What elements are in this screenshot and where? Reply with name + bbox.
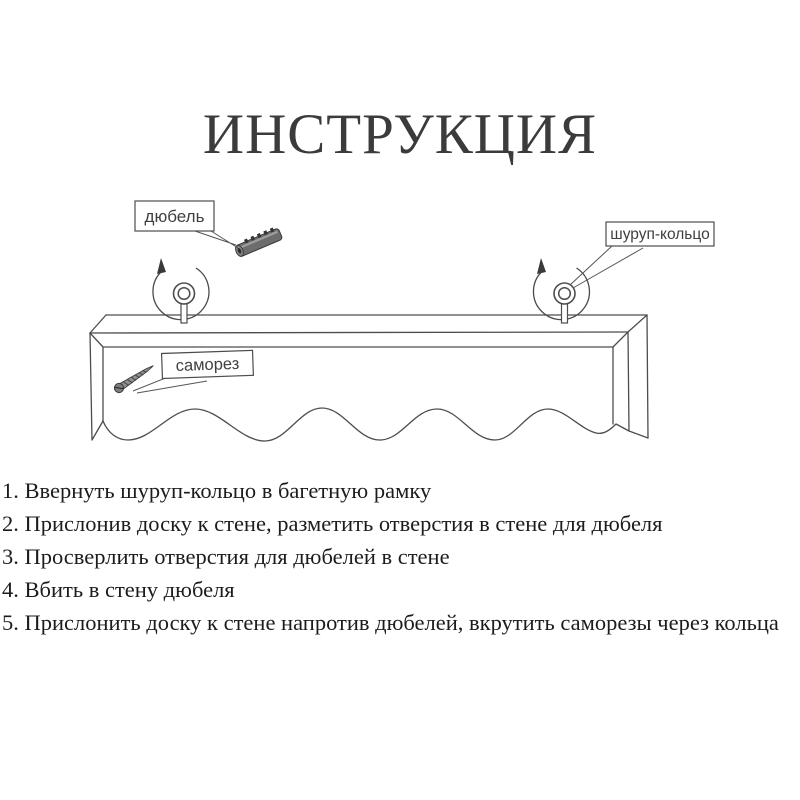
- instruction-step-4: 4. Вбить в стену дюбеля: [2, 577, 235, 602]
- screw-ring-left-icon: [174, 283, 195, 323]
- arrowhead-icon: [537, 258, 546, 274]
- label-self-tapping-screw: [162, 350, 254, 378]
- instruction-step-2: 2. Прислонив доску к стене, разметить отверстия в стене для дюбеля: [2, 511, 663, 536]
- page-title: ИНСТРУКЦИЯ: [202, 103, 598, 166]
- self-tapping-screw-icon: [113, 362, 156, 395]
- screw-ring-right-icon: [554, 283, 575, 323]
- dowel-anchor-icon: [233, 226, 283, 258]
- wavy-bottom-edge: [103, 408, 648, 441]
- instruction-step-3: 3. Просверлить отверстия для дюбелей в стене: [2, 544, 450, 569]
- label-dowel-text: дюбель: [144, 207, 205, 226]
- instruction-step-1: 1. Ввернуть шуруп-кольцо в багетную рамку: [2, 478, 432, 503]
- label-screw-ring: [606, 222, 714, 246]
- arrowhead-icon: [157, 258, 166, 274]
- instruction-list: [2, 474, 796, 639]
- label-self-tapping-screw-text: саморез: [175, 354, 240, 376]
- label-screw-ring-text: шуруп-кольцо: [610, 226, 710, 243]
- label-dowel: [135, 201, 214, 231]
- instruction-step-5: 5. Прислонить доску к стене напротив дюбелей, вкрутить саморезы через кольца: [2, 610, 779, 635]
